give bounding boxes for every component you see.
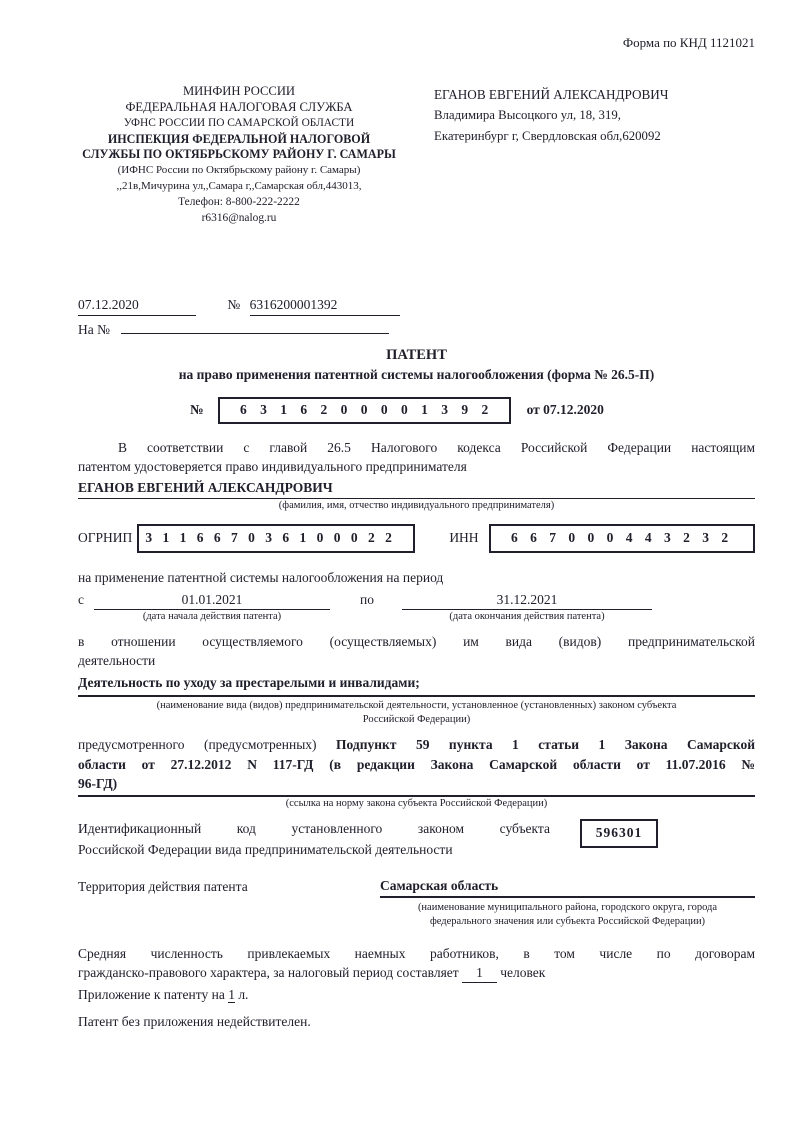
reference-row-outgoing [78,296,755,316]
patent-number-sign: № [190,402,204,418]
validity-note: Патент без приложения недействителен. [78,1014,311,1030]
intro-line: патентом удостоверяется право индивидуального предпринимателя [78,459,467,475]
period-intro: на применение патентной системы налогообложения на период [78,569,444,585]
number-sign: № [227,297,241,313]
activity-code-label [78,818,550,860]
law-reference-line [78,735,755,755]
reference-block [78,296,755,336]
activity-caption-line: Российской Федерации) [362,713,471,725]
period-from-slot [94,590,330,624]
recipient-address-line: Екатеринбург г, Свердловская обл,620092 [434,129,661,144]
document-title-block [78,346,755,384]
territory-caption-line: федерального значения или субъекта Российской Федерации) [429,915,706,927]
intro-paragraph [78,438,755,476]
law-prefix: предусмотренного (предусмотренных) [78,737,317,753]
authority-line: МИНФИН РОССИИ [182,84,296,99]
reply-to-blank-line [121,316,389,334]
intro-line: В соответствии с главой 26.5 Налогового кодекса Российской Федерации настоящим [118,440,755,456]
employees-line [78,963,755,983]
employees-suffix: человек [500,965,546,981]
law-reference-line: 96-ГД) [78,776,118,792]
form-code: Форма по КНД 1121021 [622,35,755,50]
authority-line: ИНСПЕКЦИЯ ФЕДЕРАЛЬНОЙ НАЛОГОВОЙ [107,131,371,146]
entrepreneur-name: ЕГАНОВ ЕВГЕНИЙ АЛЕКСАНДРОВИЧ [78,478,755,499]
recipient-block [434,84,668,226]
attachment-pages: 1 [228,987,235,1003]
employees-text: гражданско-правового характера, за налоговый период составляет [78,965,459,981]
authority-email: r6316@nalog.ru [201,211,277,224]
inn-value-box: 6 6 7 0 0 0 4 4 3 2 3 2 [489,524,755,553]
outgoing-date: 07.12.2020 [78,296,196,316]
activity-code-label-line: Идентификационный код установленного законом субъекта [78,821,550,837]
activity-code-row [78,818,755,860]
patent-issue-date: от 07.12.2020 [526,402,604,418]
authority-address: ,,21в,Мичурина ул,,Самара г,,Самарская обл,443013, [116,179,362,192]
law-caption: (ссылка на норму закона субъекта Российской Федерации) [285,797,548,809]
reply-to-label: На № [78,322,110,338]
ogrnip-inn-row [78,524,755,553]
territory-value-block [380,877,755,928]
ogrnip-value-box: 3 1 1 6 6 7 0 3 6 1 0 0 0 2 2 [137,524,415,553]
reference-row-reply [78,316,755,336]
activity-code-label-line: Российской Федерации вида предпринимательской деятельности [78,842,453,858]
territory-value: Самарская область [380,877,755,898]
authority-line: (ИФНС России по Октябрьскому району г. Самары) [117,164,361,177]
authority-line: ФЕДЕРАЛЬНАЯ НАЛОГОВАЯ СЛУЖБА [125,99,353,114]
period-start-date: 01.01.2021 [94,590,330,610]
letterhead [78,84,755,226]
patent-number-row [78,397,755,424]
law-bold-text: Подпункт 59 пункта 1 статьи 1 Закона Самарской [336,737,755,753]
attachment-text: Приложение к патенту на [78,987,225,1003]
period-to-slot [402,590,652,624]
activity-intro [78,632,755,670]
period-end-date: 31.12.2021 [402,590,652,610]
authority-line: УФНС РОССИИ ПО САМАРСКОЙ ОБЛАСТИ [123,116,355,129]
employees-paragraph [78,944,755,983]
attachment-line [78,985,755,1005]
document-subtitle: на право применения патентной системы налогообложения (форма № 26.5-П) [178,367,655,383]
validity-period-row [78,590,755,624]
territory-caption-line: (наименование муниципального района, городского округа, города [417,902,718,914]
territory-label: Территория действия патента [78,879,248,895]
inn-label: ИНН [449,529,479,545]
employees-count: 1 [462,963,497,983]
ogrnip-label: ОГРНИП [78,529,133,545]
law-reference-line: области от 27.12.2012 N 117-ГД (в редакции Закона Самарской области от 11.07.2016 № [78,756,755,772]
period-start-caption: (дата начала действия патента) [142,610,282,622]
authority-phone: Телефон: 8-800-222-2222 [178,195,300,208]
period-end-caption: (дата окончания действия патента) [449,610,605,622]
recipient-address-line: Владимира Высоцкого ул, 18, 319, [434,108,621,123]
entrepreneur-name-caption: (фамилия, имя, отчество индивидуального предпринимателя) [278,500,555,512]
activity-name: Деятельность по уходу за престарелыми и инвалидами; [78,673,755,697]
patent-number-box: 6 3 1 6 2 0 0 0 0 1 3 9 2 [218,397,511,424]
employees-line: Средняя численность привлекаемых наемных работников, в том числе по договорам [78,946,755,962]
territory-row [78,877,755,928]
recipient-name: ЕГАНОВ ЕВГЕНИЙ АЛЕКСАНДРОВИЧ [434,87,669,103]
period-from-label: с [78,591,84,607]
document-title: ПАТЕНТ [386,347,447,364]
activity-caption-line: (наименование вида (видов) предпринимательской деятельности, установленное (установленных) законом субъекта [156,700,677,712]
tax-authority-block [78,84,400,226]
attachment-suffix: л. [238,987,249,1003]
activity-intro-line: в отношении осуществляемого (осуществляемых) им вида (видов) предпринимательской [78,634,755,650]
authority-line: СЛУЖБЫ ПО ОКТЯБРЬСКОМУ РАЙОНУ Г. САМАРЫ [82,147,396,162]
activity-intro-line: деятельности [78,653,156,669]
outgoing-number: 6316200001392 [250,296,400,316]
period-to-label: по [360,591,374,607]
activity-code-value-box: 596301 [580,819,658,848]
law-reference-paragraph [78,735,755,797]
